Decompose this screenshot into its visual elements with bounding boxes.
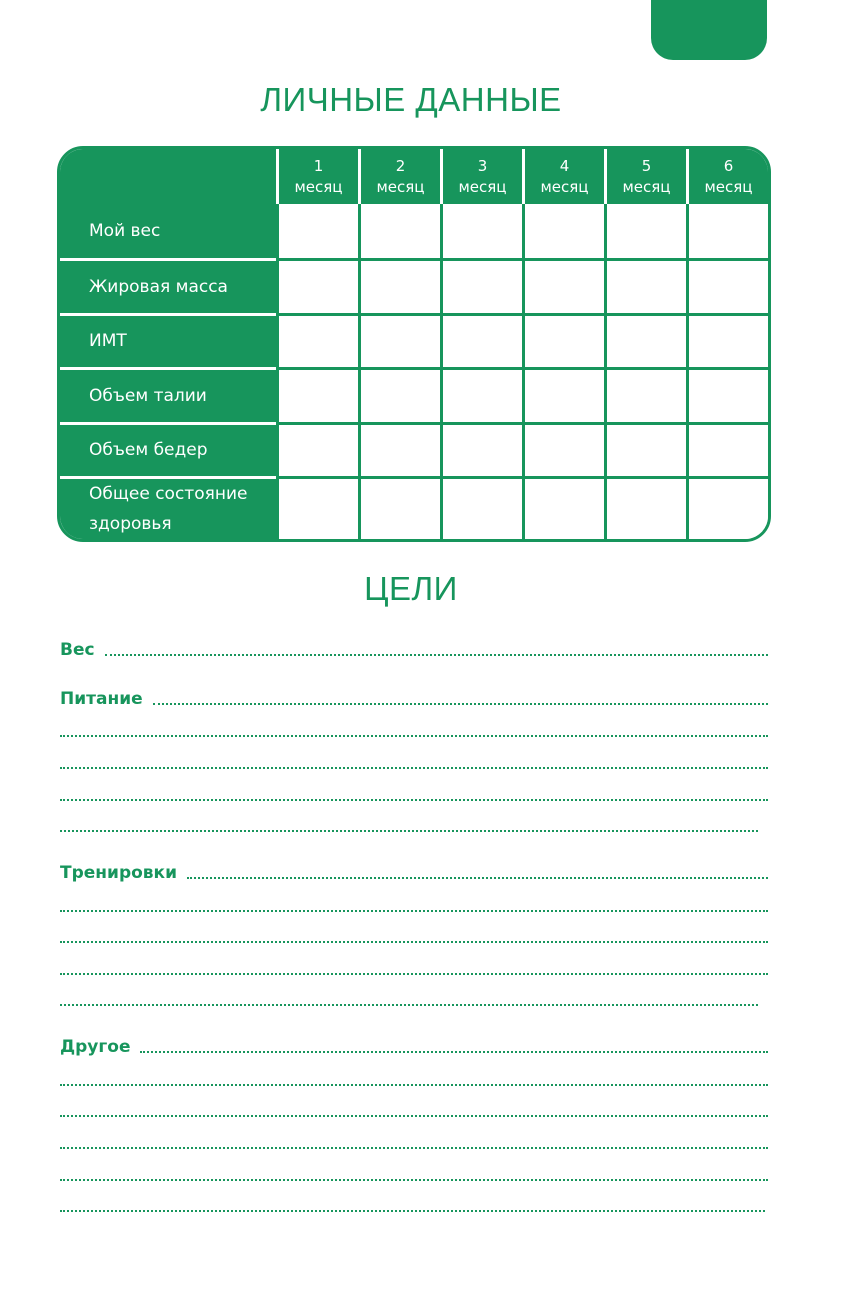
table-cell[interactable]	[358, 204, 440, 258]
table-cell[interactable]	[358, 367, 440, 421]
row-label-fat-mass	[60, 258, 276, 312]
row-label-general-health	[60, 476, 276, 539]
table-cell[interactable]	[440, 258, 522, 312]
column-header-month-2	[358, 149, 440, 204]
column-header-number: 5	[641, 156, 652, 175]
column-header-unit: месяц	[704, 177, 753, 196]
column-header-month-4	[522, 149, 604, 204]
row-label-text: Объем бедер	[89, 440, 208, 461]
dotted-line[interactable]	[60, 1115, 768, 1117]
row-label-bmi	[60, 313, 276, 367]
row-label-text: ИМТ	[89, 331, 127, 352]
table-cell[interactable]	[276, 258, 358, 312]
table-cell[interactable]	[522, 313, 604, 367]
column-header-month-5	[604, 149, 686, 204]
dotted-line	[187, 877, 768, 879]
column-header-number: 6	[723, 156, 734, 175]
table-cell[interactable]	[522, 258, 604, 312]
table-cell[interactable]	[276, 313, 358, 367]
table-cell[interactable]	[604, 258, 686, 312]
dotted-line[interactable]	[60, 767, 768, 769]
table-cell[interactable]	[522, 367, 604, 421]
dotted-line[interactable]	[60, 799, 768, 801]
table-cell[interactable]	[276, 367, 358, 421]
column-header-month-3	[440, 149, 522, 204]
table-cell[interactable]	[358, 258, 440, 312]
table-cell[interactable]	[686, 258, 768, 312]
goals-title: ЦЕЛИ	[364, 570, 458, 607]
row-label-waist	[60, 367, 276, 421]
column-header-number: 3	[477, 156, 488, 175]
table-cell[interactable]	[358, 422, 440, 476]
row-label-weight	[60, 204, 276, 258]
corner-tab	[651, 0, 767, 60]
table-cell[interactable]	[686, 367, 768, 421]
table-cell[interactable]	[276, 422, 358, 476]
row-label-text: здоровья	[89, 514, 172, 534]
personal-data-title: ЛИЧНЫЕ ДАННЫЕ	[260, 81, 562, 118]
dotted-line[interactable]	[60, 1147, 768, 1149]
table-cell[interactable]	[604, 367, 686, 421]
row-label-text: Общее состояние	[89, 484, 248, 504]
dotted-line[interactable]	[60, 830, 758, 832]
dotted-line[interactable]	[60, 1004, 758, 1006]
dotted-line	[105, 654, 768, 656]
table-corner-cell	[60, 149, 276, 204]
table-cell[interactable]	[522, 476, 604, 539]
dotted-line[interactable]	[60, 735, 768, 737]
row-label-text: Жировая масса	[89, 277, 228, 298]
column-header-number: 2	[395, 156, 406, 175]
table-cell[interactable]	[358, 313, 440, 367]
dotted-line[interactable]	[60, 1084, 768, 1086]
column-header-number: 1	[313, 156, 324, 175]
table-cell[interactable]	[440, 313, 522, 367]
dotted-line[interactable]	[60, 1210, 765, 1212]
goal-nutrition[interactable]	[60, 687, 768, 709]
dotted-line	[140, 1051, 768, 1053]
column-header-month-6	[686, 149, 768, 204]
table-cell[interactable]	[604, 313, 686, 367]
table-cell[interactable]	[522, 204, 604, 258]
goal-weight-label: Вес	[60, 640, 95, 660]
column-header-number: 4	[559, 156, 570, 175]
table-cell[interactable]	[522, 422, 604, 476]
dotted-line[interactable]	[60, 910, 768, 912]
goal-nutrition-label: Питание	[60, 689, 143, 709]
table-cell[interactable]	[604, 476, 686, 539]
column-header-unit: месяц	[540, 177, 589, 196]
dotted-line	[153, 703, 768, 705]
goal-weight[interactable]	[60, 638, 768, 660]
row-label-text: Объем талии	[89, 385, 207, 406]
table-cell[interactable]	[440, 476, 522, 539]
table-cell[interactable]	[440, 204, 522, 258]
table-cell[interactable]	[440, 422, 522, 476]
table-cell[interactable]	[686, 313, 768, 367]
table-cell[interactable]	[686, 204, 768, 258]
dotted-line[interactable]	[60, 1179, 768, 1181]
row-label-hips	[60, 422, 276, 476]
column-header-unit: месяц	[458, 177, 507, 196]
row-label-text: Мой вес	[89, 221, 161, 242]
goal-other-label: Другое	[60, 1037, 131, 1057]
table-cell[interactable]	[604, 422, 686, 476]
table-cell[interactable]	[276, 476, 358, 539]
table-cell[interactable]	[686, 422, 768, 476]
personal-data-table	[57, 146, 771, 542]
table-cell[interactable]	[358, 476, 440, 539]
table-cell[interactable]	[440, 367, 522, 421]
goal-training-label: Тренировки	[60, 863, 178, 883]
column-header-unit: месяц	[622, 177, 671, 196]
goal-training[interactable]	[60, 861, 768, 883]
table-cell[interactable]	[686, 476, 768, 539]
goal-other[interactable]	[60, 1035, 768, 1057]
table-cell[interactable]	[276, 204, 358, 258]
column-header-unit: месяц	[294, 177, 343, 196]
dotted-line[interactable]	[60, 941, 768, 943]
table-cell[interactable]	[604, 204, 686, 258]
dotted-line[interactable]	[60, 973, 768, 975]
column-header-unit: месяц	[376, 177, 425, 196]
column-header-month-1	[276, 149, 358, 204]
